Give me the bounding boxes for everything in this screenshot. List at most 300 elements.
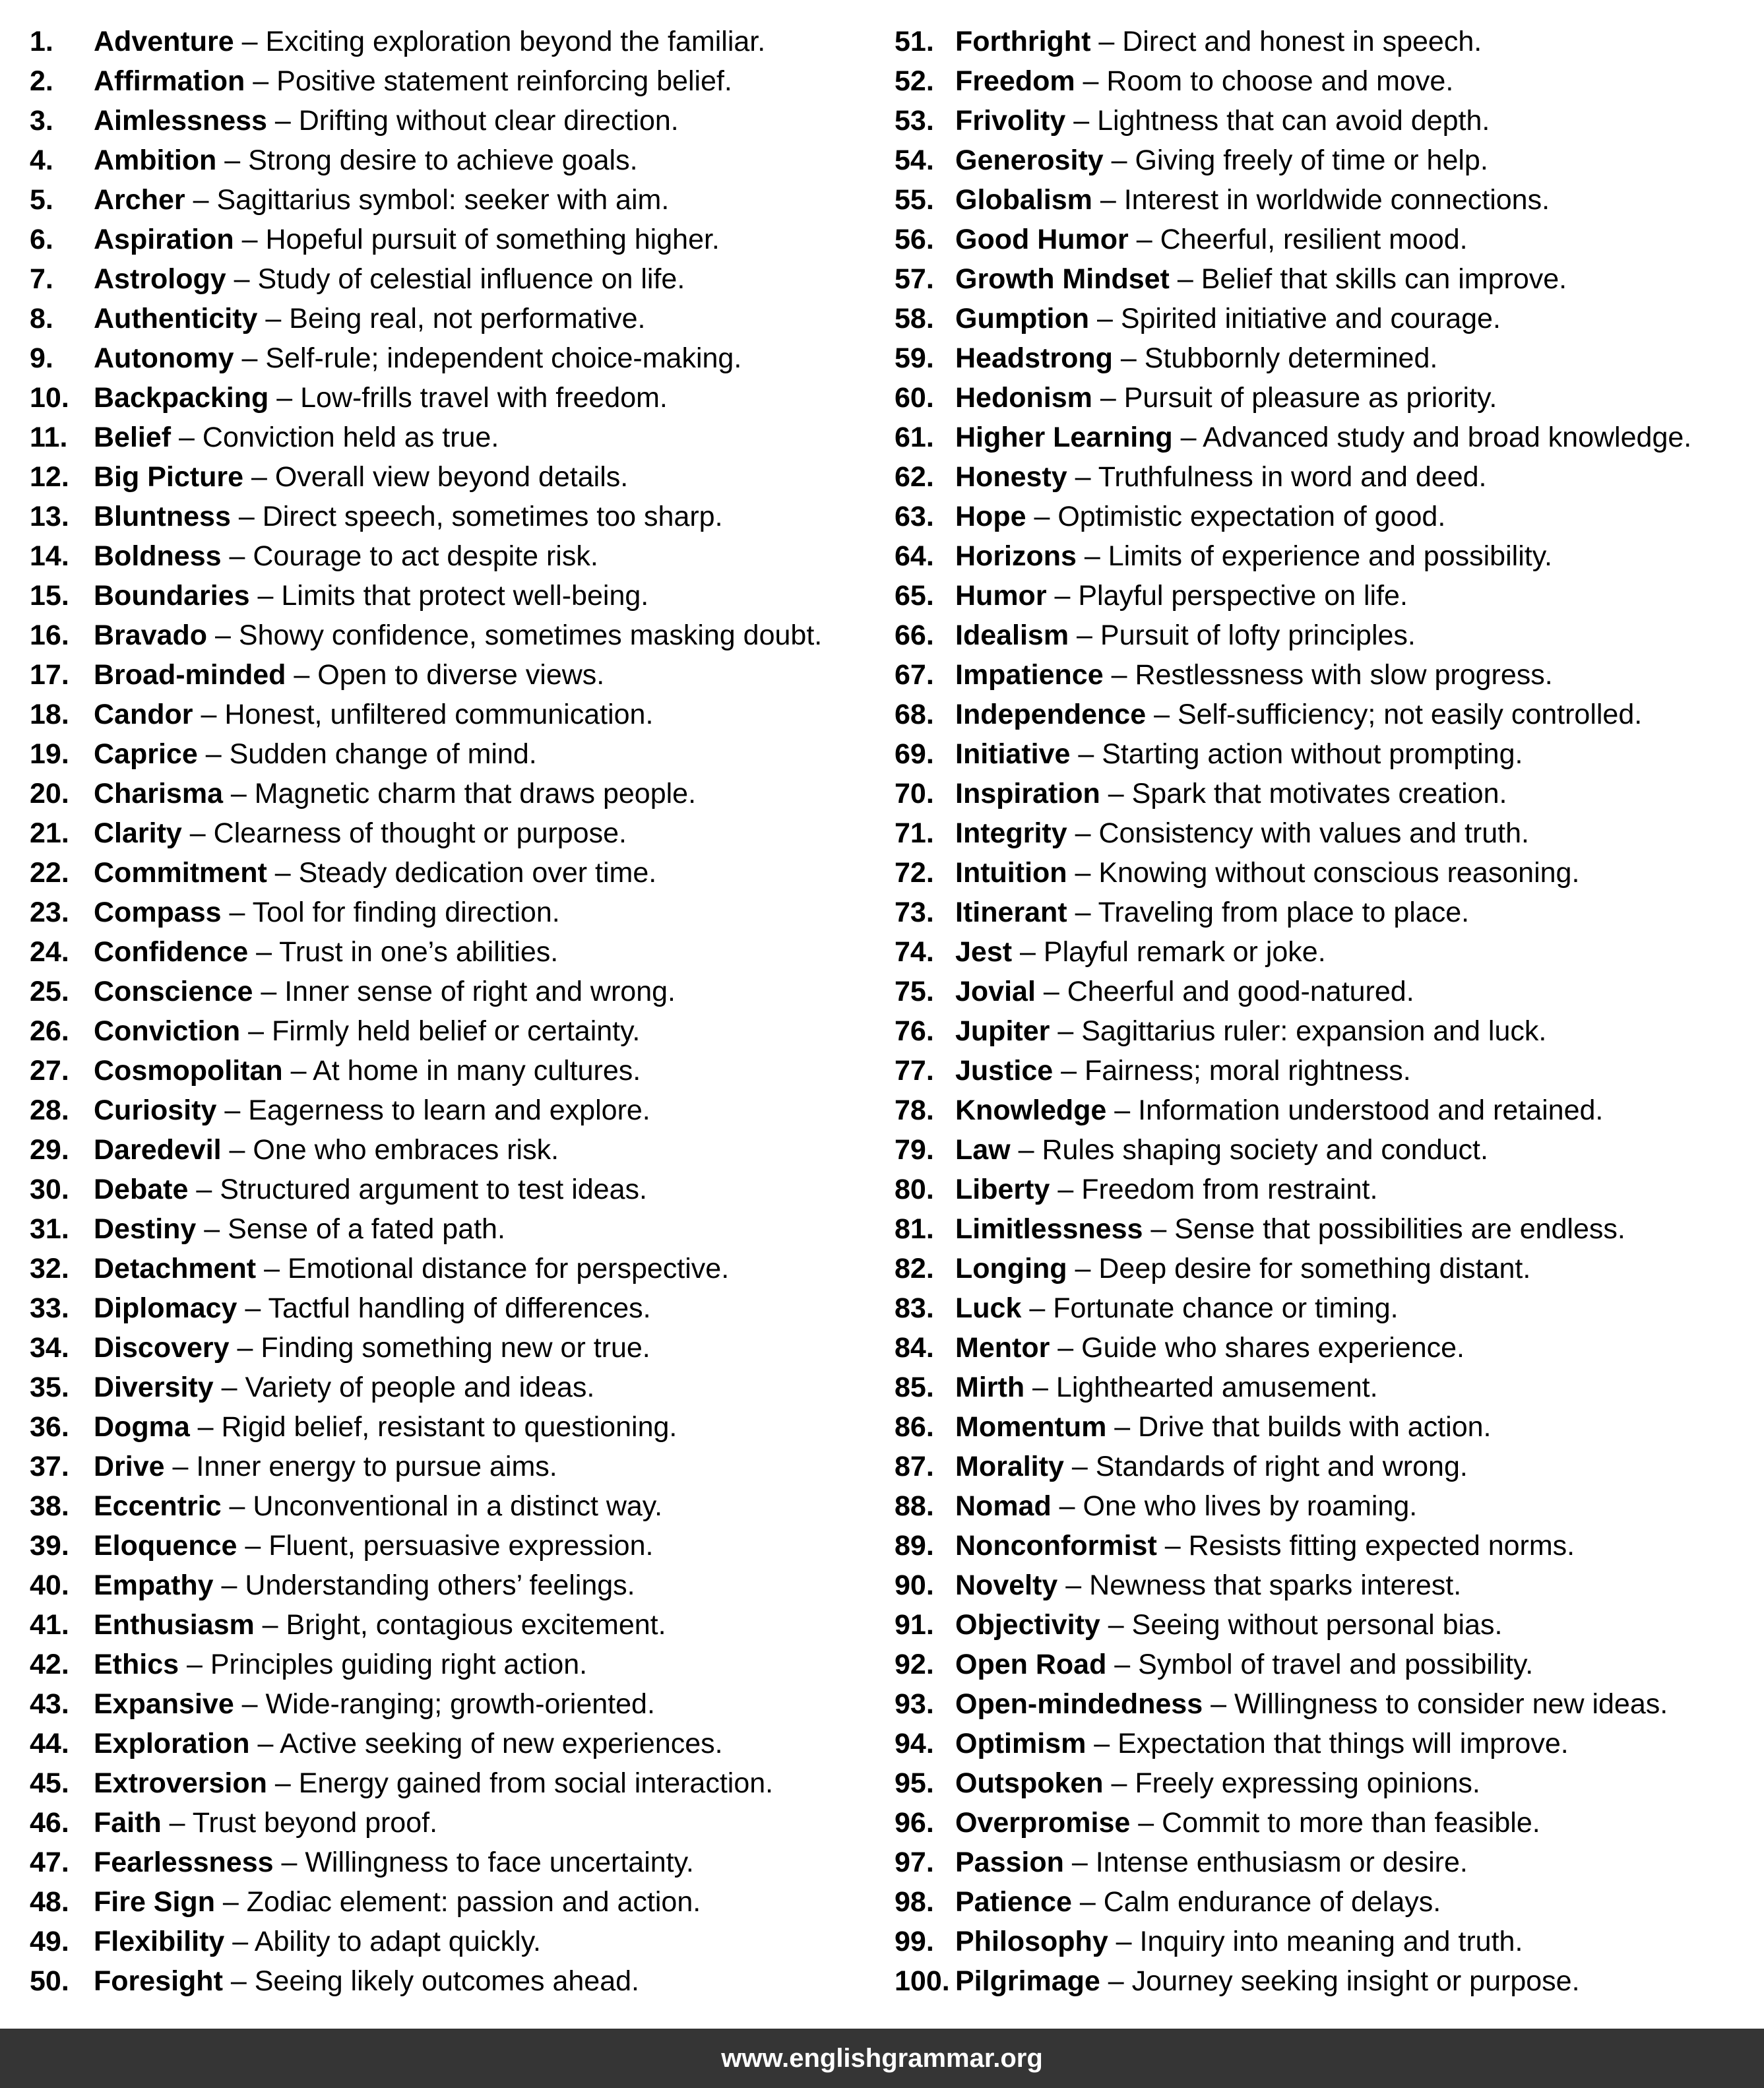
list-item: [30, 972, 881, 1011]
item-term: Charisma: [94, 778, 223, 809]
item-number: 52.: [895, 65, 934, 97]
item-number: 72.: [895, 857, 934, 889]
list-item: [30, 418, 881, 457]
list-item: [30, 1605, 881, 1645]
item-text: [955, 813, 1529, 853]
item-number: 65.: [895, 580, 934, 612]
list-item: [30, 1486, 881, 1526]
item-term: Outspoken: [955, 1767, 1104, 1799]
item-number: 12.: [30, 461, 69, 493]
item-separator: –: [1086, 1728, 1118, 1759]
item-text: [94, 1249, 729, 1288]
list-item: [30, 1051, 881, 1091]
item-number: 70.: [895, 778, 934, 809]
list-item: [30, 734, 881, 774]
item-definition: Eagerness to learn and explore.: [248, 1094, 650, 1126]
list-item: [895, 141, 1752, 180]
item-number: 6.: [30, 224, 53, 255]
item-separator: –: [213, 1569, 245, 1601]
item-term: Curiosity: [94, 1094, 217, 1126]
list-item: [895, 1447, 1752, 1486]
list-item: [30, 1961, 881, 2001]
item-separator: –: [234, 224, 266, 255]
item-number: 79.: [895, 1134, 934, 1166]
item-definition: Belief that skills can improve.: [1201, 263, 1567, 295]
item-definition: Inner sense of right and wrong.: [284, 976, 676, 1007]
list-item: [30, 61, 881, 101]
item-term: Detachment: [94, 1253, 257, 1284]
item-term: Astrology: [94, 263, 226, 295]
item-number: 87.: [895, 1451, 934, 1482]
item-number: 75.: [895, 976, 934, 1007]
item-definition: Consistency with values and truth.: [1098, 817, 1529, 849]
item-definition: Showy confidence, sometimes masking doubt.: [238, 619, 823, 651]
item-definition: Interest in worldwide connections.: [1123, 184, 1550, 216]
item-definition: Self-rule; independent choice-making.: [265, 342, 742, 374]
item-text: [955, 141, 1488, 180]
item-separator: –: [1089, 303, 1121, 334]
item-text: [94, 853, 656, 893]
list-item: [895, 813, 1752, 853]
item-definition: Principles guiding right action.: [210, 1649, 588, 1680]
item-text: [94, 61, 732, 101]
list-item: [30, 259, 881, 299]
item-term: Jest: [955, 936, 1013, 968]
item-text: [955, 1486, 1417, 1526]
item-text: [94, 457, 628, 497]
item-term: Novelty: [955, 1569, 1058, 1601]
item-definition: Optimistic expectation of good.: [1057, 501, 1446, 532]
item-definition: Sagittarius symbol: seeker with aim.: [216, 184, 670, 216]
item-term: Conviction: [94, 1015, 241, 1047]
list-item: [30, 141, 881, 180]
item-definition: Strong desire to achieve goals.: [248, 144, 638, 176]
item-text: [955, 1170, 1377, 1209]
item-separator: –: [1128, 224, 1160, 255]
item-term: Inspiration: [955, 778, 1100, 809]
item-term: Impatience: [955, 659, 1104, 691]
item-number: 59.: [895, 342, 934, 374]
item-separator: –: [1067, 1253, 1099, 1284]
item-separator: –: [256, 1253, 288, 1284]
item-separator: –: [222, 1965, 255, 1997]
item-definition: Newness that sparks interest.: [1089, 1569, 1462, 1601]
list-item: [30, 1368, 881, 1407]
item-term: Destiny: [94, 1213, 197, 1245]
item-term: Bluntness: [94, 501, 231, 532]
item-text: [94, 893, 560, 932]
item-separator: –: [1100, 1965, 1132, 1997]
list-item: [895, 1645, 1752, 1684]
item-separator: –: [1050, 1332, 1082, 1364]
item-number: 76.: [895, 1015, 934, 1047]
item-definition: Limits of experience and possibility.: [1108, 540, 1552, 572]
item-text: [955, 893, 1469, 932]
item-definition: Ability to adapt quickly.: [254, 1926, 541, 1957]
list-item: [895, 972, 1752, 1011]
item-number: 11.: [30, 422, 68, 453]
item-separator: –: [1071, 1886, 1104, 1918]
item-number: 80.: [895, 1174, 934, 1205]
item-text: [94, 1961, 639, 2001]
item-separator: –: [1070, 738, 1102, 770]
item-separator: –: [253, 976, 285, 1007]
item-term: Caprice: [94, 738, 198, 770]
item-number: 8.: [30, 303, 53, 334]
list-item: [30, 497, 881, 536]
item-text: [94, 1051, 641, 1091]
item-definition: Low-frills travel with freedom.: [300, 382, 668, 414]
item-term: Idealism: [955, 619, 1069, 651]
item-term: Belief: [94, 422, 172, 453]
list-item: [895, 1724, 1752, 1763]
word-list-left-column: [30, 22, 881, 2001]
item-text: [94, 1447, 557, 1486]
list-item: [30, 1209, 881, 1249]
item-term: Aimlessness: [94, 105, 267, 137]
item-separator: –: [1143, 1213, 1175, 1245]
list-item: [895, 1368, 1752, 1407]
item-term: Eccentric: [94, 1490, 222, 1522]
item-text: [94, 774, 696, 813]
item-number: 4.: [30, 144, 53, 176]
list-item: [895, 1566, 1752, 1605]
item-definition: Willingness to face uncertainty.: [305, 1847, 694, 1878]
item-definition: Pursuit of pleasure as priority.: [1123, 382, 1497, 414]
item-number: 63.: [895, 501, 934, 532]
item-number: 98.: [895, 1886, 934, 1918]
list-item: [895, 457, 1752, 497]
item-separator: –: [1069, 619, 1100, 651]
item-definition: Standards of right and wrong.: [1095, 1451, 1468, 1482]
item-number: 37.: [30, 1451, 69, 1482]
item-definition: Sense that possibilities are endless.: [1174, 1213, 1625, 1245]
item-text: [955, 1922, 1523, 1961]
item-term: Candor: [94, 699, 193, 730]
item-separator: –: [1146, 699, 1178, 730]
item-separator: –: [1130, 1807, 1162, 1839]
item-definition: One who lives by roaming.: [1083, 1490, 1418, 1522]
item-number: 40.: [30, 1569, 69, 1601]
item-text: [94, 101, 679, 141]
item-text: [94, 536, 598, 576]
item-definition: Room to choose and move.: [1106, 65, 1454, 97]
item-number: 1.: [30, 26, 53, 57]
item-term: Gumption: [955, 303, 1090, 334]
item-separator: –: [1108, 1926, 1140, 1957]
item-definition: Restlessness with slow progress.: [1135, 659, 1553, 691]
item-term: Discovery: [94, 1332, 230, 1364]
item-text: [955, 1407, 1492, 1447]
item-text: [955, 259, 1567, 299]
list-item: [895, 536, 1752, 576]
item-number: 95.: [895, 1767, 934, 1799]
item-definition: Sudden change of mind.: [229, 738, 537, 770]
item-text: [94, 497, 723, 536]
item-separator: –: [1075, 65, 1107, 97]
item-definition: Information understood and retained.: [1138, 1094, 1604, 1126]
item-number: 7.: [30, 263, 53, 295]
item-separator: –: [237, 1530, 269, 1562]
item-definition: Wide-ranging; growth-oriented.: [265, 1688, 655, 1720]
item-definition: Willingness to consider new ideas.: [1234, 1688, 1668, 1720]
item-text: [94, 655, 604, 695]
item-separator: –: [1112, 342, 1145, 374]
item-definition: Clearness of thought or purpose.: [213, 817, 627, 849]
item-term: Enthusiasm: [94, 1609, 255, 1641]
item-term: Objectivity: [955, 1609, 1100, 1641]
item-term: Expansive: [94, 1688, 234, 1720]
item-separator: –: [282, 1055, 313, 1087]
item-separator: –: [1063, 1847, 1096, 1878]
item-definition: Spark that motivates creation.: [1131, 778, 1507, 809]
item-separator: –: [1053, 1055, 1085, 1087]
item-text: [955, 1091, 1603, 1130]
list-item: [30, 1170, 881, 1209]
item-number: 36.: [30, 1411, 69, 1443]
item-separator: –: [1063, 1451, 1096, 1482]
item-separator: –: [229, 1332, 261, 1364]
item-term: Debate: [94, 1174, 189, 1205]
item-text: [955, 1724, 1569, 1763]
item-text: [955, 853, 1579, 893]
item-definition: Finding something new or true.: [261, 1332, 650, 1364]
item-number: 94.: [895, 1728, 934, 1759]
item-number: 28.: [30, 1094, 69, 1126]
item-term: Pilgrimage: [955, 1965, 1100, 1997]
list-item: [895, 655, 1752, 695]
item-term: Limitlessness: [955, 1213, 1143, 1245]
list-item: [895, 853, 1752, 893]
item-number: 2.: [30, 65, 53, 97]
item-term: Adventure: [94, 26, 234, 57]
item-text: [955, 774, 1507, 813]
item-term: Jupiter: [955, 1015, 1050, 1047]
item-separator: –: [1046, 580, 1079, 612]
item-number: 97.: [895, 1847, 934, 1878]
item-definition: Cheerful and good-natured.: [1067, 976, 1414, 1007]
item-separator: –: [1050, 1015, 1082, 1047]
list-item: [895, 220, 1752, 259]
item-term: Freedom: [955, 65, 1075, 97]
item-definition: Playful remark or joke.: [1043, 936, 1326, 968]
item-term: Honesty: [955, 461, 1067, 493]
item-separator: –: [249, 1728, 280, 1759]
item-separator: –: [222, 778, 255, 809]
item-separator: –: [216, 1094, 249, 1126]
item-number: 34.: [30, 1332, 69, 1364]
item-separator: –: [1169, 263, 1201, 295]
item-definition: Pursuit of lofty principles.: [1100, 619, 1416, 651]
item-separator: –: [1057, 1569, 1090, 1601]
list-item: [30, 893, 881, 932]
list-item: [895, 774, 1752, 813]
item-separator: –: [1172, 422, 1203, 453]
item-text: [955, 1011, 1546, 1051]
item-definition: Cheerful, resilient mood.: [1160, 224, 1468, 255]
item-number: 26.: [30, 1015, 69, 1047]
item-number: 78.: [895, 1094, 934, 1126]
list-item: [30, 1566, 881, 1605]
item-separator: –: [197, 738, 230, 770]
item-term: Archer: [94, 184, 185, 216]
item-definition: Lighthearted amusement.: [1055, 1372, 1378, 1403]
list-item: [895, 1130, 1752, 1170]
footer-website-url: www.englishgrammar.org: [721, 2043, 1043, 2073]
item-text: [94, 1407, 677, 1447]
item-definition: Giving freely of time or help.: [1135, 144, 1488, 176]
item-separator: –: [221, 540, 253, 572]
item-number: 46.: [30, 1807, 69, 1839]
item-term: Boldness: [94, 540, 222, 572]
item-text: [955, 1843, 1468, 1882]
item-text: [955, 1130, 1488, 1170]
item-separator: –: [1024, 1372, 1056, 1403]
item-text: [94, 378, 668, 418]
item-number: 62.: [895, 461, 934, 493]
item-number: 18.: [30, 699, 69, 730]
list-item: [30, 1447, 881, 1486]
item-separator: –: [214, 1886, 247, 1918]
list-item: [895, 1843, 1752, 1882]
item-separator: –: [221, 1134, 253, 1166]
item-definition: Drifting without clear direction.: [298, 105, 679, 137]
item-term: Authenticity: [94, 303, 258, 334]
item-term: Mirth: [955, 1372, 1025, 1403]
item-term: Aspiration: [94, 224, 234, 255]
item-term: Morality: [955, 1451, 1064, 1482]
item-separator: –: [1050, 1174, 1082, 1205]
item-text: [94, 1288, 651, 1328]
item-separator: –: [193, 699, 225, 730]
item-text: [94, 1645, 587, 1684]
item-definition: Courage to act despite risk.: [253, 540, 598, 572]
list-item: [895, 1051, 1752, 1091]
item-text: [955, 1526, 1575, 1566]
list-item: [30, 378, 881, 418]
item-separator: –: [234, 26, 266, 57]
item-number: 68.: [895, 699, 934, 730]
item-number: 16.: [30, 619, 69, 651]
item-definition: Open to diverse views.: [317, 659, 605, 691]
item-number: 20.: [30, 778, 69, 809]
list-item: [895, 1882, 1752, 1922]
item-number: 23.: [30, 897, 69, 928]
item-separator: –: [189, 1411, 222, 1443]
item-text: [955, 616, 1416, 655]
item-definition: Inner energy to pursue aims.: [196, 1451, 557, 1482]
item-separator: –: [161, 1807, 193, 1839]
list-item: [30, 655, 881, 695]
item-number: 93.: [895, 1688, 934, 1720]
item-term: Affirmation: [94, 65, 245, 97]
item-term: Law: [955, 1134, 1011, 1166]
item-text: [94, 141, 638, 180]
item-definition: Positive statement reinforcing belief.: [276, 65, 732, 97]
item-definition: Rigid belief, resistant to questioning.: [221, 1411, 677, 1443]
item-term: Conscience: [94, 976, 253, 1007]
item-definition: Stubbornly determined.: [1144, 342, 1438, 374]
item-separator: –: [1203, 1688, 1234, 1720]
item-separator: –: [1106, 1094, 1139, 1126]
item-text: [955, 536, 1552, 576]
item-separator: –: [1021, 1292, 1054, 1324]
list-item: [895, 418, 1752, 457]
item-definition: Self-sufficiency; not easily controlled.: [1177, 699, 1643, 730]
item-definition: Trust in one’s abilities.: [279, 936, 559, 968]
item-definition: Intense enthusiasm or desire.: [1095, 1847, 1468, 1878]
item-definition: Freely expressing opinions.: [1135, 1767, 1480, 1799]
item-text: [94, 1486, 662, 1526]
item-number: 74.: [895, 936, 934, 968]
item-text: [955, 418, 1691, 457]
item-number: 66.: [895, 619, 934, 651]
list-item: [30, 774, 881, 813]
item-number: 96.: [895, 1807, 934, 1839]
item-text: [94, 1209, 505, 1249]
item-separator: –: [267, 857, 299, 889]
item-separator: –: [1035, 976, 1067, 1007]
item-text: [955, 299, 1501, 338]
item-definition: Lightness that can avoid depth.: [1097, 105, 1490, 137]
list-item: [30, 1882, 881, 1922]
item-text: [955, 1447, 1468, 1486]
item-term: Optimism: [955, 1728, 1087, 1759]
item-term: Bravado: [94, 619, 208, 651]
item-text: [955, 497, 1445, 536]
item-separator: –: [248, 936, 280, 968]
list-item: [895, 1684, 1752, 1724]
list-item: [895, 1328, 1752, 1368]
item-number: 17.: [30, 659, 69, 691]
item-definition: Conviction held as true.: [202, 422, 499, 453]
item-text: [94, 180, 669, 220]
list-item: [30, 1130, 881, 1170]
item-text: [94, 259, 685, 299]
item-text: [94, 1130, 559, 1170]
item-term: Fearlessness: [94, 1847, 274, 1878]
item-text: [955, 655, 1553, 695]
list-item: [895, 1605, 1752, 1645]
item-term: Exploration: [94, 1728, 250, 1759]
item-number: 32.: [30, 1253, 69, 1284]
item-separator: –: [1156, 1530, 1189, 1562]
item-term: Independence: [955, 699, 1147, 730]
item-separator: –: [1100, 1609, 1132, 1641]
item-number: 82.: [895, 1253, 934, 1284]
item-text: [94, 1684, 655, 1724]
list-item: [30, 695, 881, 734]
item-term: Good Humor: [955, 224, 1129, 255]
footer-banner: [0, 2029, 1764, 2088]
item-separator: –: [185, 184, 217, 216]
item-text: [94, 1011, 640, 1051]
item-number: 45.: [30, 1767, 69, 1799]
item-definition: Tactful handling of differences.: [268, 1292, 651, 1324]
item-definition: Drive that builds with action.: [1138, 1411, 1492, 1443]
item-definition: Guide who shares experience.: [1081, 1332, 1465, 1364]
item-separator: –: [230, 501, 263, 532]
item-separator: –: [1067, 897, 1098, 928]
item-number: 54.: [895, 144, 934, 176]
item-definition: Tool for finding direction.: [252, 897, 560, 928]
item-text: [955, 61, 1453, 101]
list-item: [30, 1011, 881, 1051]
item-term: Autonomy: [94, 342, 234, 374]
item-text: [955, 457, 1487, 497]
item-separator: –: [171, 422, 203, 453]
list-item: [30, 22, 881, 61]
